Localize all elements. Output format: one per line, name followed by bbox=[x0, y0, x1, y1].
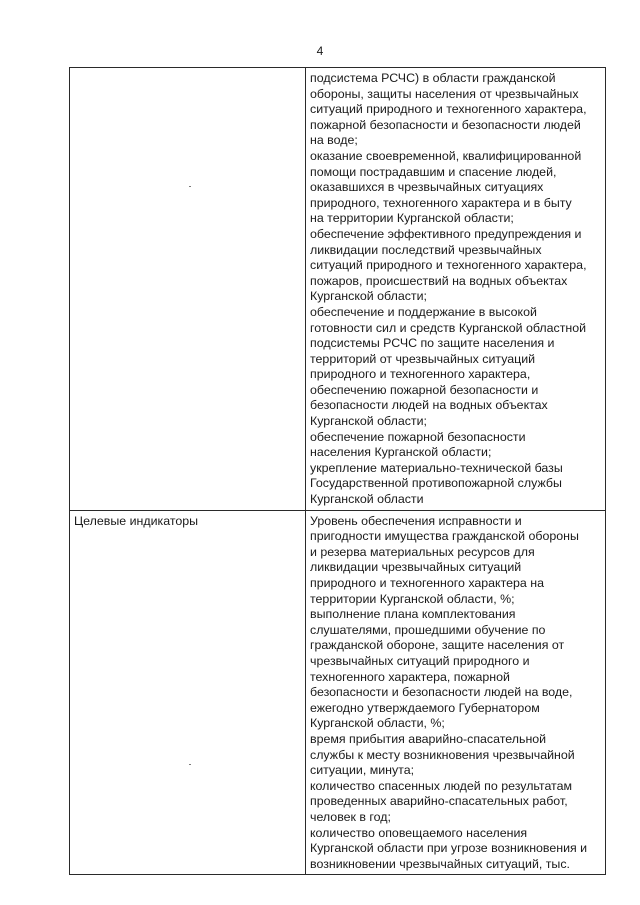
cell-text-line: выполнение плана комплектования bbox=[310, 607, 516, 622]
cell-text-line: подсистемы РСЧС по защите населения и bbox=[310, 336, 555, 351]
cell-text-line: природного и техногенного характера на bbox=[310, 576, 544, 590]
cell-text-line: пожарной безопасности и безопасности людей bbox=[310, 117, 581, 132]
cell-text-line: территории Курганской области, %; bbox=[310, 591, 515, 606]
cell-text-line: Курганской области, %; bbox=[310, 716, 445, 731]
cell-text-line: количество оповещаемого населения bbox=[310, 825, 528, 840]
cell-text-line: территорий от чрезвычайных ситуаций bbox=[310, 351, 536, 366]
cell-text-line: природного и техногенного характера, bbox=[310, 367, 531, 382]
cell-text-line: Курганской области; bbox=[310, 289, 427, 304]
cell-text-line: ежегодно утверждаемого Губернатором bbox=[310, 700, 540, 715]
cell-text-line: Уровень обеспечения исправности и bbox=[310, 513, 522, 528]
cell-text-line: безопасности людей на водных объектах bbox=[310, 398, 548, 413]
cell-text-line: ликвидации чрезвычайных ситуаций bbox=[310, 560, 522, 575]
cell-text-line: ситуации, минута; bbox=[310, 763, 415, 778]
cell-text-line: ситуаций природного и техногенного характера, bbox=[310, 258, 587, 273]
cell-text-line: помощи пострадавшим и спасение людей, bbox=[310, 164, 557, 179]
page-number: 4 bbox=[316, 44, 324, 58]
cell-text-line: на воде; bbox=[310, 133, 358, 148]
row-content bbox=[310, 71, 602, 508]
cell-text-line: время прибытия аварийно-спасательной bbox=[310, 731, 547, 746]
row-content bbox=[310, 514, 602, 873]
cell-text-line: возникновении чрезвычайных ситуаций, тыс. bbox=[310, 856, 570, 871]
cell-text-line: слушателями, прошедшими обучение по bbox=[310, 622, 546, 637]
cell-text-line: Курганской области; bbox=[310, 414, 427, 429]
cell-text-line: населения Курганской области; bbox=[310, 445, 492, 460]
cell-text-line: техногенного характера, пожарной bbox=[310, 669, 510, 684]
cell-text-line: подсистема РСЧС) в области гражданской bbox=[310, 71, 556, 85]
table-row bbox=[70, 510, 606, 875]
cell-text-line: оказавшихся в чрезвычайных ситуациях bbox=[310, 180, 544, 195]
cell-text-line: пригодности имущества гражданской обороны bbox=[310, 529, 579, 544]
cell-text-line: Государственной противопожарной службы bbox=[310, 476, 562, 491]
cell-text-line: пожаров, происшествий на водных объектах bbox=[310, 273, 568, 288]
cell-text-line: службы к месту возникновения чрезвычайной bbox=[310, 747, 575, 762]
cell-text-line: обороны, защиты населения от чрезвычайных bbox=[310, 86, 579, 101]
cell-text-line: обеспечение эффективного предупреждения и bbox=[310, 226, 582, 241]
cell-text-line: готовности сил и средств Курганской областной bbox=[310, 320, 587, 335]
cell-text-line: на территории Курганской области; bbox=[310, 211, 514, 226]
cell-text-line: гражданской обороне, защите населения от bbox=[310, 638, 565, 653]
cell-text-line: человек в год; bbox=[310, 809, 391, 824]
cell-text-line: укрепление материально-технической базы bbox=[310, 460, 563, 475]
cell-text-line: безопасности и безопасности людей на воде, bbox=[310, 685, 573, 700]
row-label-cell bbox=[70, 510, 306, 875]
cell-text-line: ликвидации последствий чрезвычайных bbox=[310, 242, 542, 257]
cell-text-line: чрезвычайных ситуаций природного и bbox=[310, 653, 530, 668]
cell-text-line: и резерва материальных ресурсов для bbox=[310, 544, 535, 559]
cell-text-line: обеспечение пожарной безопасности bbox=[310, 429, 526, 444]
row-content-cell bbox=[306, 510, 606, 875]
cell-text-line: проведенных аварийно-спасательных работ, bbox=[310, 794, 568, 809]
table-row bbox=[70, 68, 606, 511]
scan-speck bbox=[189, 764, 191, 765]
row-label-cell bbox=[70, 68, 306, 511]
passport-table bbox=[69, 67, 606, 875]
cell-text-line: Курганской области bbox=[310, 492, 424, 507]
cell-text-line: ситуаций природного и техногенного характера, bbox=[310, 102, 587, 117]
cell-text-line: обеспечение и поддержание в высокой bbox=[310, 304, 537, 319]
scan-speck bbox=[189, 186, 191, 187]
cell-text-line: природного, техногенного характера и в быту bbox=[310, 195, 572, 210]
cell-text-line: Курганской области при угрозе возникновения и bbox=[310, 841, 588, 856]
cell-text-line: оказание своевременной, квалифицированной bbox=[310, 148, 582, 163]
row-content-cell bbox=[306, 68, 606, 511]
cell-text-line: обеспечению пожарной безопасности и bbox=[310, 382, 539, 397]
cell-text-line: количество спасенных людей по результатам bbox=[310, 778, 573, 793]
row-label: Целевые индикаторы bbox=[74, 513, 199, 528]
